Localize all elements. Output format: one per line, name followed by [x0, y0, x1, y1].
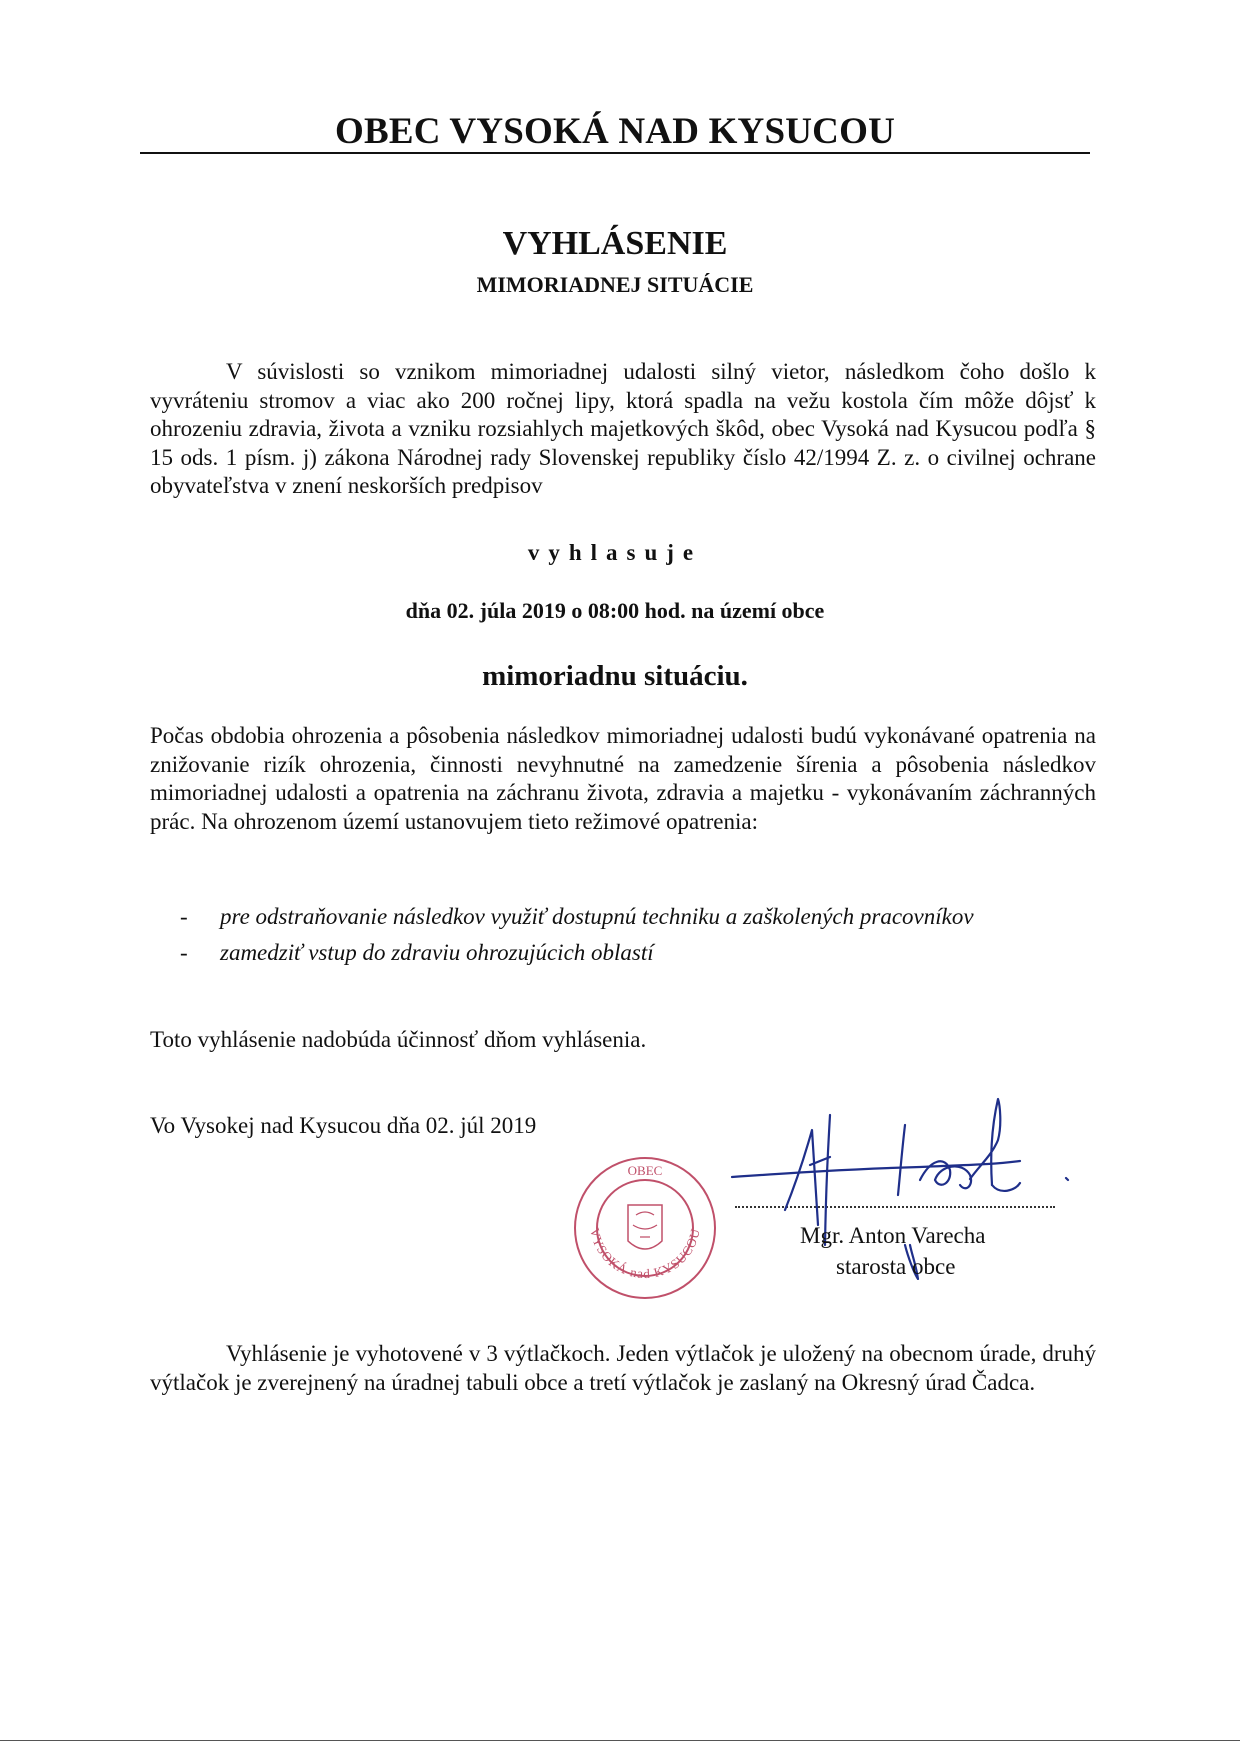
measures-paragraph: Počas obdobia ohrozenia a pôsobenia následkov mimoriadnej udalosti budú vykonávané opatrenia na znižovanie rizík ohrozenia, činnosti nevyhnutné na zamedzenie šírenia a pôsobenia následkov mimoriadnej udalosti a opatrenia na záchranu života, zdravia a majetku - vykonávaním záchranných prác. Na ohrozenom území ustanovujem tieto režimové opatrenia: — [150, 723, 1096, 834]
stamp-ring-text: VYSOKÁ nad KYSUCOU — [587, 1226, 703, 1282]
svg-text:VYSOKÁ nad KYSUCOU — [587, 1227, 703, 1281]
measure-text: pre odstraňovanie následkov využiť dostupnú techniku a zaškolených pracovníkov — [220, 904, 974, 929]
handwritten-signature — [730, 1095, 1080, 1280]
declaration-date: dňa 02. júla 2019 o 08:00 hod. na území obce — [405, 598, 825, 623]
list-dash: - — [180, 940, 188, 965]
declaration-verb: vyhlasuje — [527, 540, 703, 565]
copies-paragraph: Vyhlásenie je vyhotovené v 3 výtlačkoch. Jeden výtlačok je uložený na obecnom úrade, druhý výtlačok je zverejnený na úradnej tabuli obce a tretí výtlačok je zaslaný na Okresný úrad Čadca. — [150, 1341, 1096, 1395]
document-title: VYHLÁSENIE — [502, 225, 728, 262]
signatory-role: starosta obce — [836, 1254, 956, 1279]
stamp-top-text: OBEC — [627, 1163, 663, 1178]
effect-statement: Toto vyhlásenie nadobúda účinnosť dňom vyhlásenia. — [150, 1027, 647, 1052]
measure-text: zamedziť vstup do zdraviu ohrozujúcich oblastí — [220, 940, 654, 965]
place-and-date: Vo Vysokej nad Kysucou dňa 02. júl 2019 — [150, 1113, 537, 1138]
declaration-object: mimoriadnu situáciu. — [482, 660, 748, 692]
intro-paragraph: V súvislosti so vznikom mimoriadnej udalosti silný vietor, následkom čoho došlo k vyvráteniu stromov a viac ako 200 ročnej lipy, ktorá spadla na vežu kostola čím môže dôjsť k ohrozeniu zdravia, života a vzniku rozsiahlych majetkových škôd, obec Vysoká nad Kysucou podľa § 15 ods. 1 písm. j) zákona Národnej rady Slovenskej republiky číslo 42/1994 Z. z. o civilnej ochrane obyvateľstva v znení neskorších predpisov — [150, 359, 1096, 498]
municipality-header: OBEC VYSOKÁ NAD KYSUCOU — [334, 111, 895, 152]
document-subtitle: MIMORIADNEJ SITUÁCIE — [476, 272, 754, 297]
scan-edge-line — [0, 1740, 1240, 1741]
signatory-name: Mgr. Anton Varecha — [800, 1223, 986, 1248]
official-stamp — [570, 1153, 720, 1303]
list-dash: - — [180, 904, 188, 929]
header-underline — [140, 152, 1090, 154]
